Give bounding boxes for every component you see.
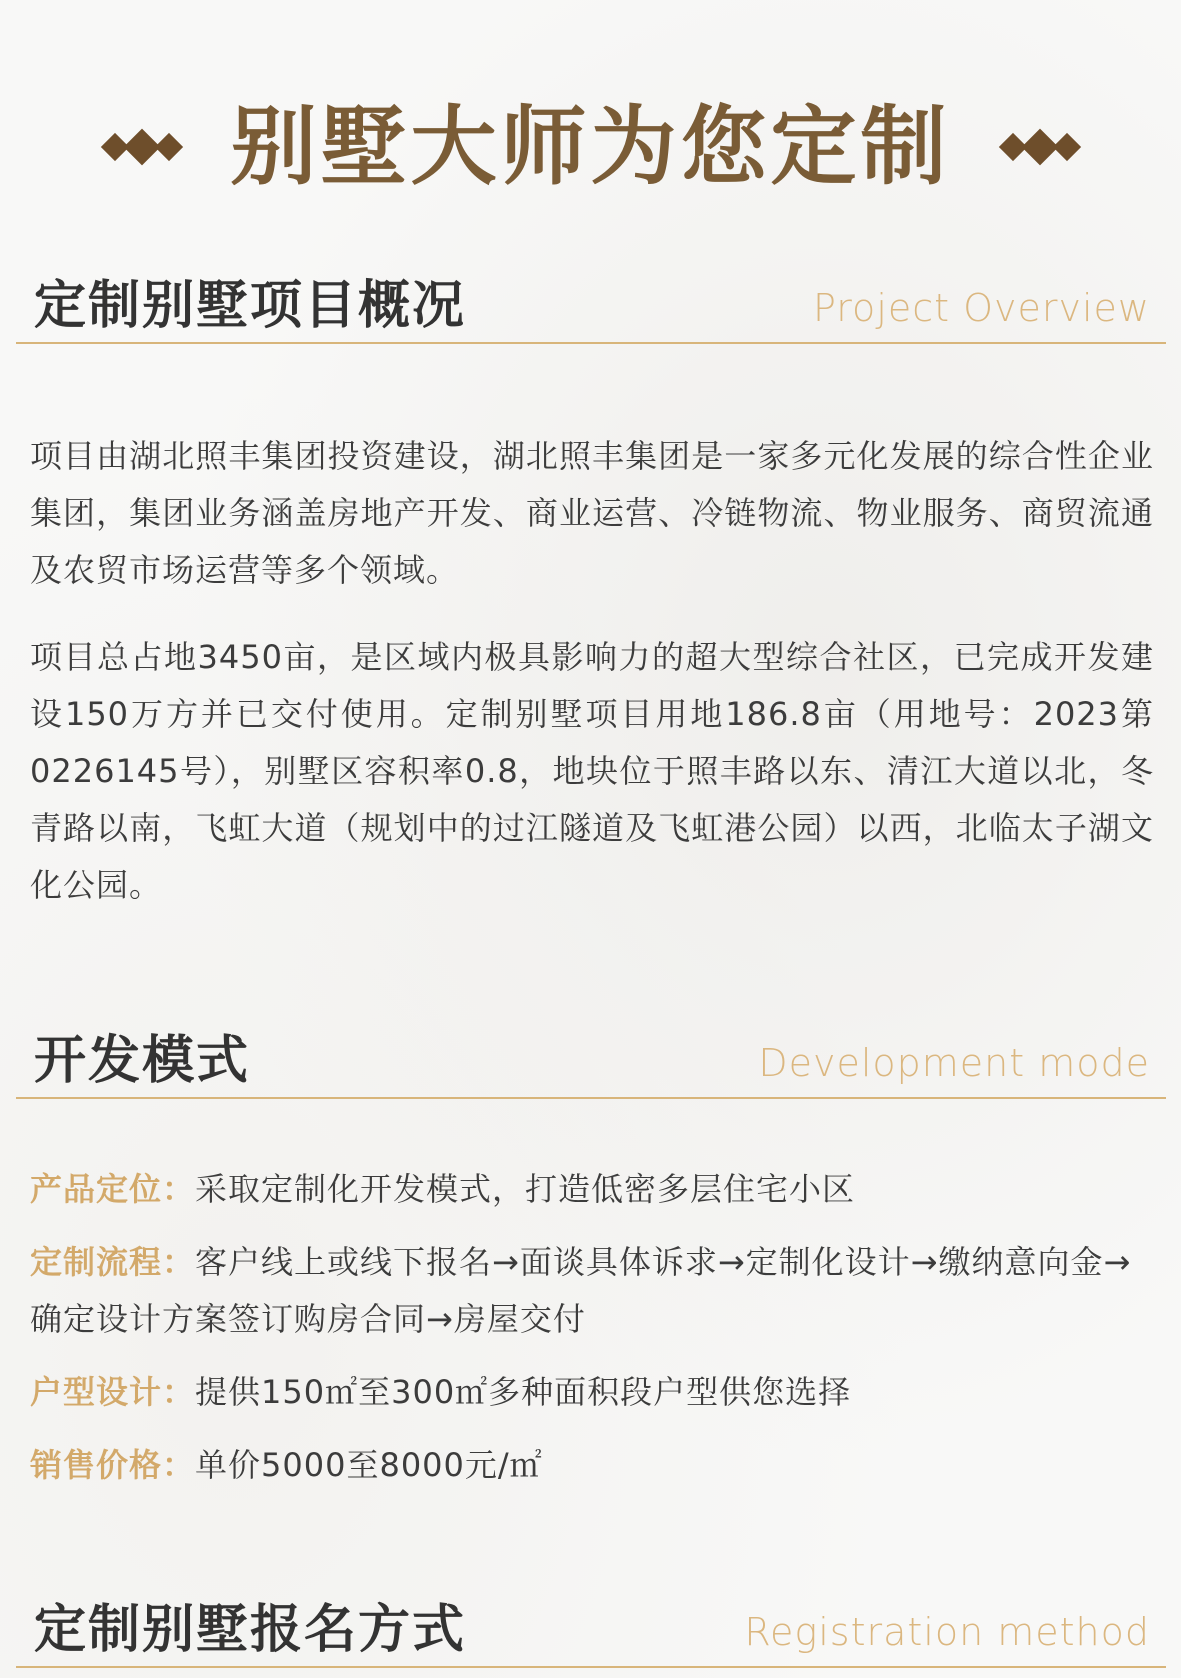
development-section-header — [16, 1027, 1166, 1099]
development-item-positioning — [30, 1161, 1154, 1218]
page-title: 别墅大师为您定制 — [230, 97, 951, 197]
left-diamond-ornament-icon — [99, 132, 185, 162]
process-label: 定制流程： — [30, 1243, 196, 1281]
layout-label: 户型设计： — [30, 1373, 196, 1411]
price-label: 销售价格： — [30, 1446, 196, 1484]
development-title-en: Development mode — [758, 1041, 1150, 1085]
banner — [0, 92, 1181, 202]
overview-title: 定制别墅项目概况 — [34, 276, 467, 336]
development-item-layout — [30, 1364, 1154, 1421]
process-text: 客户线上或线下报名→面谈具体诉求→定制化设计→缴纳意向金→确定设计方案签订购房合同→房屋交付 — [30, 1243, 1132, 1338]
price-text: 单价5000至8000元/㎡ — [195, 1446, 543, 1484]
overview-paragraph-1: 项目由湖北照丰集团投资建设，湖北照丰集团是一家多元化发展的综合性企业集团，集团业务涵盖房地产开发、商业运营、冷链物流、物业服务、商贸流通及农贸市场运营等多个领域。 — [30, 437, 1154, 589]
development-item-process — [30, 1234, 1154, 1348]
overview-section-header — [16, 272, 1166, 344]
layout-text: 提供150㎡至300㎡多种面积段户型供您选择 — [195, 1373, 852, 1411]
development-item-price — [30, 1437, 1154, 1494]
registration-section-header — [16, 1598, 1166, 1668]
positioning-label: 产品定位： — [30, 1170, 196, 1208]
overview-paragraph-2: 项目总占地3450亩，是区域内极具影响力的超大型综合社区，已完成开发建设150万方并已交付使用。定制别墅项目用地186.8亩（用地号：2023第0226145号），别墅区容积率0.8，地块位于照丰路以东、清江大道以北，冬青路以南，飞虹大道（规划中的过江隧道及飞虹港公园）以西，北临太子湖文化公园。 — [30, 638, 1154, 904]
registration-title-en: Registration method — [744, 1610, 1150, 1654]
right-diamond-ornament-icon — [997, 132, 1083, 162]
development-title: 开发模式 — [34, 1031, 251, 1091]
overview-title-en: Project Overview — [813, 286, 1150, 330]
positioning-text: 采取定制化开发模式，打造低密多层住宅小区 — [195, 1170, 856, 1208]
registration-title: 定制别墅报名方式 — [34, 1600, 467, 1660]
